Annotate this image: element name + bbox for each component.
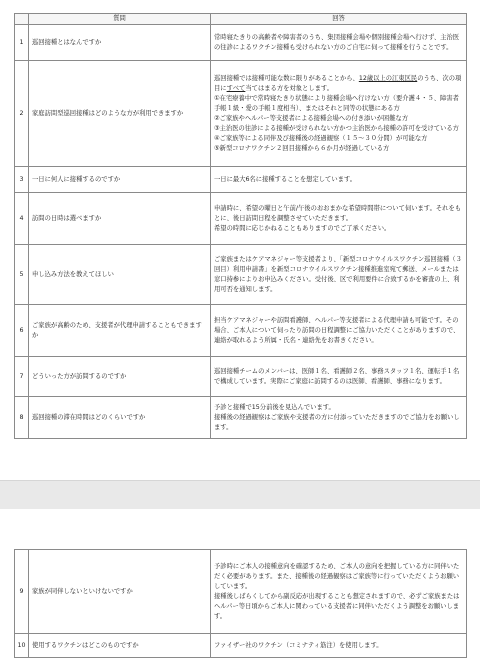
row-number: 5	[15, 245, 29, 305]
row-number: 10	[15, 634, 29, 658]
answer-line: ⑤新型コロナワクチン２回目接種から６か月が経過している方	[214, 144, 390, 152]
row-number: 4	[15, 193, 29, 245]
header-question: 質問	[29, 14, 211, 25]
answer-line: ①在宅療養中で常時寝たきり状態により接種会場へ行けない方（要介護４・５、障害者手帳１級・愛の手帳１度相当）、またはそれと同等の状態にある方	[214, 94, 459, 112]
answer-cell	[211, 245, 467, 305]
answer-lead-underline: 12歳以上の江東区民	[358, 74, 418, 82]
answer-line: 巡回接種チームのメンバーは、医師１名、看護師２名、事務スタッフ１名、運転手１名で構成しています。実際にご家庭に訪問するのは医師、看護師、事務になります。	[214, 367, 460, 385]
question-cell: 訪問の日時は選べますか	[29, 193, 211, 245]
header-answer: 回答	[211, 14, 467, 25]
answer-line: ③主治医の往診による接種が受けられない方かつ主治医から接種の許可を受けている方	[214, 124, 459, 132]
question-cell: 家族が同伴しないといけないですか	[29, 550, 211, 634]
table-row	[15, 305, 467, 357]
question-cell: ご家族が高齢のため、支援者が代理申請することもできますか	[29, 305, 211, 357]
page-2	[0, 509, 480, 664]
row-number: 9	[15, 550, 29, 634]
question-cell: 巡回接種とはなんですか	[29, 25, 211, 61]
table-row	[15, 193, 467, 245]
table-header-row	[15, 14, 467, 25]
answer-cell	[211, 61, 467, 167]
row-number: 1	[15, 25, 29, 61]
answer-line: 担当ケアマネジャーや訪問看護師、ヘルパー等支援者による代理申請も可能です。その場合、ご本人について伺ったり訪問の日程調整にご協力いただくことがありますので、連絡が取れるよう所属・氏名・連絡先をお書きください。	[214, 316, 460, 344]
table-row	[15, 397, 467, 439]
answer-line: 接種後しばらくしてから副反応が出現することも想定されますので、必ずご家族またはヘルパー等日頃からご本人に関わっている支援者に同伴いただくよう調整をお願いします。	[214, 592, 460, 620]
table-row	[15, 245, 467, 305]
answer-cell	[211, 550, 467, 634]
answer-lead-underline: すべて	[226, 84, 246, 92]
question-cell: 巡回接種の滞在時間はどのくらいですか	[29, 397, 211, 439]
answer-line: ②ご家族やヘルパー等支援者による接種会場への付き添いが困難な方	[214, 114, 409, 122]
answer-line: 予診時にご本人の接種意向を確認するため、ご本人の意向を把握している方に同伴いただく必要があります。また、接種後の経過観察はご家族等に行っていただくようお願いしています。	[214, 562, 460, 590]
answer-cell	[211, 634, 467, 658]
row-number: 2	[15, 61, 29, 167]
page-separator	[0, 480, 480, 510]
answer-line: 常時寝たきりの高齢者や障害者のうち、集団接種会場や個別接種会場へ行けず、主治医の往診によるワクチン接種も受けられない方のご自宅に伺って接種を行うことです。	[214, 33, 460, 51]
answer-lead-text: 巡回接種では接種可能な数に限りがあることから、	[214, 74, 359, 82]
table-row	[15, 550, 467, 634]
faq-table-page-1	[14, 13, 467, 439]
row-number: 6	[15, 305, 29, 357]
answer-cell	[211, 193, 467, 245]
row-number: 7	[15, 357, 29, 397]
question-cell: 使用するワクチンはどこのものですか	[29, 634, 211, 658]
answer-cell	[211, 305, 467, 357]
answer-cell	[211, 167, 467, 193]
answer-lead-text: のうち、次の項目に	[214, 74, 462, 92]
answer-line: 予診と接種で15分前後を見込んでいます。	[214, 403, 335, 411]
table-row	[15, 25, 467, 61]
table-row	[15, 634, 467, 658]
answer-cell	[211, 357, 467, 397]
faq-table-page-2	[14, 549, 467, 658]
row-number: 8	[15, 397, 29, 439]
answer-line: 接種後の経過観察はご家族や支援者の方に付添っていただきますのでご協力をお願いします。	[214, 413, 460, 431]
answer-line: ご家族またはケアマネジャー等支援者より、「新型コロナウイルスワクチン巡回接種（３回目）利用申請書」を新型コロナウイルスワクチン接種推進室宛て郵送、メールまたは窓口持参によりお申込みください。受付後、区で利用要件に合致するかを審査の上、利用可否を通知します。	[214, 255, 462, 293]
table-row	[15, 61, 467, 167]
answer-cell	[211, 25, 467, 61]
table-row	[15, 357, 467, 397]
answer-line: ファイザー社のワクチン（コミナティ筋注）を使用します。	[214, 641, 383, 649]
table-row	[15, 167, 467, 193]
answer-lead-text: 当てはまる方を対象とします。	[245, 84, 334, 92]
question-cell: 申し込み方法を教えてほしい	[29, 245, 211, 305]
answer-line: 希望の時間に応じかねることもありますのでご了承ください。	[214, 224, 391, 232]
answer-cell	[211, 397, 467, 439]
question-cell: 一日に何人に接種するのですか	[29, 167, 211, 193]
answer-line: 申請時に、希望の曜日と午前/午後のおおまかな希望時間帯について伺います。それをもとに、後日訪問日程を調整させていただきます。	[214, 204, 462, 222]
header-no	[15, 14, 29, 25]
question-cell: どういった方が訪問するのですか	[29, 357, 211, 397]
row-number: 3	[15, 167, 29, 193]
answer-lead	[214, 74, 463, 94]
answer-line: 一日に最大6名に接種することを想定しています。	[214, 175, 357, 183]
answer-line: ④ご家族等による同伴及び接種後の経過観察（１５～３０分間）が可能な方	[214, 134, 428, 142]
question-cell: 家庭訪問型巡回接種はどのような方が利用できますか	[29, 61, 211, 167]
